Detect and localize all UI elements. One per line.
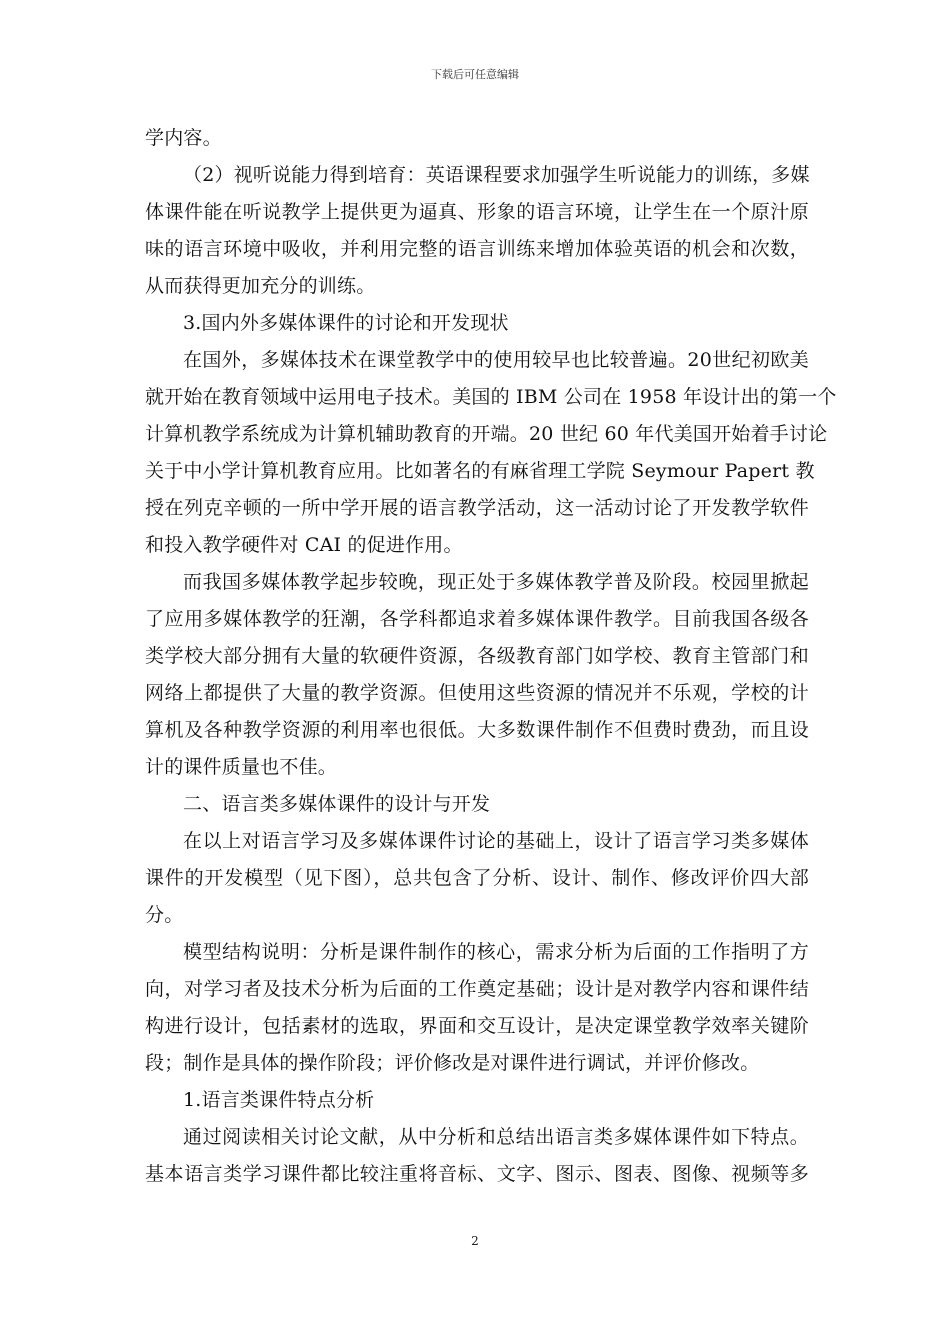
page-number: 2 [471,1234,479,1248]
section-heading: 3.国内外多媒体课件的讨论和开发现状 [183,312,509,334]
paragraph-line: 网络上都提供了大量的教学资源。但使用这些资源的情况并不乐观，学校的计 [145,682,809,704]
paragraph-line: 在以上对语言学习及多媒体课件讨论的基础上，设计了语言学习类多媒体 [183,830,809,852]
paragraph-line: 学内容。 [145,127,222,149]
paragraph-line: 段；制作是具体的操作阶段；评价修改是对课件进行调试，并评价修改。 [145,1052,760,1074]
paragraph-line: 构进行设计，包括素材的选取，界面和交互设计，是决定课堂教学效率关键阶 [145,1015,809,1037]
paragraph-line: 算机及各种教学资源的利用率也很低。大多数课件制作不但费时费劲，而且设 [145,719,809,741]
paragraph-line: 就开始在教育领域中运用电子技术。美国的 IBM 公司在 1958 年设计出的第一个 [145,386,837,408]
paragraph-line: 模型结构说明：分析是课件制作的核心，需求分析为后面的工作指明了方 [183,941,809,963]
paragraph-line: 授在列克辛顿的一所中学开展的语言教学活动，这一活动讨论了开发教学软件 [145,497,809,519]
paragraph-line: 而我国多媒体教学起步较晚，现正处于多媒体教学普及阶段。校园里掀起 [183,571,809,593]
paragraph-line: 计的课件质量也不佳。 [145,756,338,778]
page-header: 下载后可任意编辑 [431,68,519,81]
paragraph-line: 关于中小学计算机教育应用。比如著名的有麻省理工学院 Seymour Papert 教 [145,460,815,482]
paragraph-line: 计算机教学系统成为计算机辅助教育的开端。20 世纪 60 年代美国开始着手讨论 [145,423,828,445]
paragraph-line: 和投入教学硬件对 CAI 的促进作用。 [145,534,463,556]
paragraph-line: 了应用多媒体教学的狂潮，各学科都追求着多媒体课件教学。目前我国各级各 [145,608,809,630]
paragraph-line: 味的语言环境中吸收，并利用完整的语言训练来增加体验英语的机会和次数， [145,238,809,260]
document-body [145,120,837,1193]
paragraph-line: 从而获得更加充分的训练。 [145,275,376,297]
paragraph-line: 在国外，多媒体技术在课堂教学中的使用较早也比较普遍。20世纪初欧美 [183,349,809,371]
paragraph-line: 基本语言类学习课件都比较注重将音标、文字、图示、图表、图像、视频等多 [145,1163,809,1185]
section-heading: 1.语言类课件特点分析 [183,1089,375,1111]
paragraph-line: 向，对学习者及技术分析为后面的工作奠定基础；设计是对教学内容和课件结 [145,978,809,1000]
paragraph-line: （2）视听说能力得到培育：英语课程要求加强学生听说能力的训练，多媒 [183,164,810,186]
paragraph-line: 体课件能在听说教学上提供更为逼真、形象的语言环境，让学生在一个原汁原 [145,201,809,223]
paragraph-line: 分。 [145,904,184,926]
section-heading: 二、语言类多媒体课件的设计与开发 [183,793,491,815]
paragraph-line: 通过阅读相关讨论文献，从中分析和总结出语言类多媒体课件如下特点。 [183,1126,809,1148]
paragraph-line: 课件的开发模型（见下图），总共包含了分析、设计、制作、修改评价四大部 [145,867,809,889]
paragraph-line: 类学校大部分拥有大量的软硬件资源，各级教育部门如学校、教育主管部门和 [145,645,809,667]
